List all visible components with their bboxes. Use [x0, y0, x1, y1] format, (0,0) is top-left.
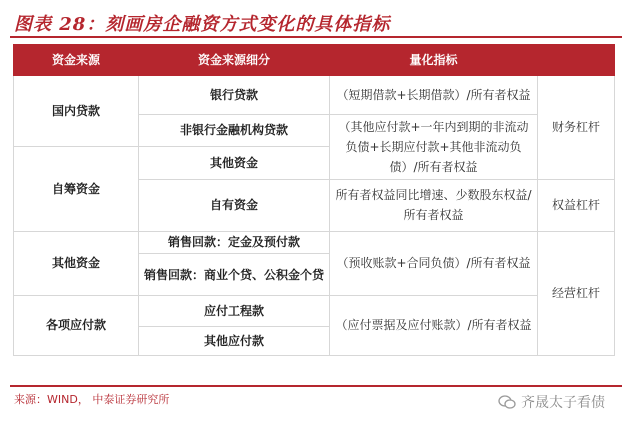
sub-deposit-prepay: 销售回款：定金及预付款: [139, 231, 330, 254]
table-row: [14, 231, 615, 254]
title-bar: [10, 8, 622, 38]
source-self-raised: 自筹资金: [14, 146, 139, 231]
indicator-nonbank: （其他应付款+一年内到期的非流动负债+长期应付款+其他非流动负债）/所有者权益: [330, 115, 538, 179]
sub-own-funds: 自有资金: [139, 179, 330, 231]
sub-other-funds: 其他资金: [139, 146, 330, 179]
source-other-funds: 其他资金: [14, 231, 139, 295]
watermark-text: 齐晟太子看债: [521, 395, 605, 411]
leverage-equity: 权益杠杆: [538, 179, 615, 231]
indicator-payable: （应付票据及应付账款）/所有者权益: [330, 295, 538, 355]
indicator-table: [13, 44, 615, 356]
sub-engineering-payable: 应付工程款: [139, 295, 330, 326]
source-payables: 各项应付款: [14, 295, 139, 355]
indicator-sales: （预收账款+合同负债）/所有者权益: [330, 231, 538, 295]
sub-other-payable: 其他应付款: [139, 326, 330, 355]
leverage-operating: 经营杠杆: [538, 231, 615, 355]
leverage-financial: 财务杠杆: [538, 76, 615, 180]
footer-divider: [10, 385, 622, 387]
header-leverage: [538, 45, 615, 76]
chat-bubble-icon: [498, 394, 516, 410]
sub-mortgage-fund: 销售回款：商业个贷、公积金个贷: [139, 254, 330, 295]
sub-non-bank-loan: 非银行金融机构贷款: [139, 115, 330, 146]
source-note: 来源：WIND， 中泰证券研究所: [14, 393, 170, 406]
header-source: 资金来源: [14, 45, 139, 76]
header-indicator: 量化指标: [330, 45, 538, 76]
header-source-detail: 资金来源细分: [139, 45, 330, 76]
source-domestic-loan: 国内贷款: [14, 76, 139, 147]
watermark: [498, 392, 605, 412]
indicator-own: 所有者权益同比增速、少数股东权益/所有者权益: [330, 179, 538, 231]
figure-title: 图表 28：刻画房企融资方式变化的具体指标: [14, 14, 391, 35]
table-row: [14, 295, 615, 326]
table-row: [14, 76, 615, 115]
table-header-row: [14, 45, 615, 76]
sub-bank-loan: 银行贷款: [139, 76, 330, 115]
indicator-bank: （短期借款+长期借款）/所有者权益: [330, 76, 538, 115]
